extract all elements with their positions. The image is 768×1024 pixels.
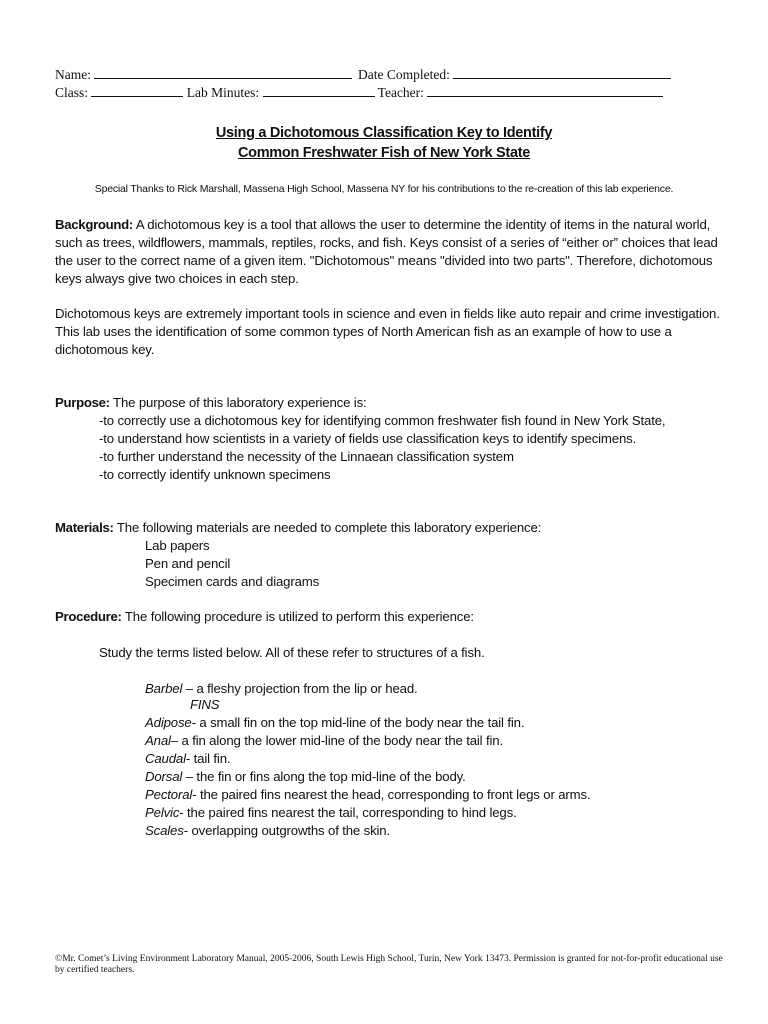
term-row [145, 787, 590, 802]
name-label: Name: [55, 67, 91, 82]
class-row [55, 84, 663, 101]
lab-minutes-blank [263, 84, 375, 97]
term-row [145, 805, 517, 820]
procedure-heading [55, 609, 474, 624]
procedure-label: Procedure: [55, 609, 122, 624]
term-definition: - tail fin. [185, 751, 231, 766]
term-definition: – a fin along the lower mid-line of the body near the tail fin. [170, 733, 503, 748]
term-row [145, 751, 230, 766]
purpose-item: -to correctly identify unknown specimens [99, 467, 331, 482]
term-name: Anal [145, 733, 171, 748]
term-name: Dorsal [145, 769, 183, 784]
procedure-study: Study the terms listed below. All of these refer to structures of a fish. [99, 645, 485, 660]
procedure-intro: The following procedure is utilized to perform this experience: [124, 609, 474, 624]
lab-minutes-label: Lab Minutes: [186, 85, 260, 100]
background-text: A dichotomous key is a tool that allows the user to determine the identity of items in the natural world, such as trees, wildflowers, mammals, reptiles, rocks, and fish. Keys consist of a series of “either or” choices that lead the user to the correct name of a given item. "Dichotomous" means "divided into two parts". Therefore, dichotomous keys always give two choices in each step. [55, 217, 718, 286]
materials-intro: The following materials are needed to complete this laboratory experience: [116, 520, 542, 535]
term-name: FINS [190, 697, 220, 712]
date-label: Date Completed: [358, 67, 450, 82]
title-line-1: Using a Dichotomous Classification Key to Identify [215, 125, 553, 141]
term-name: Barbel [145, 681, 183, 696]
title-line-2: Common Freshwater Fish of New York State [237, 145, 531, 161]
term-definition: – the fin or fins along the top mid-line of the body. [182, 769, 466, 784]
term-name: Caudal [145, 751, 186, 766]
materials-item: Specimen cards and diagrams [145, 574, 320, 589]
background-paragraph [55, 216, 720, 288]
purpose-intro: The purpose of this laboratory experience is: [113, 395, 367, 410]
date-blank [453, 66, 671, 79]
materials-heading [55, 520, 541, 535]
teacher-blank [427, 84, 663, 97]
materials-item: Lab papers [145, 538, 210, 553]
teacher-label: Teacher: [377, 85, 424, 100]
materials-label: Materials: [55, 520, 114, 535]
purpose-item: -to further understand the necessity of the Linnaean classification system [99, 449, 514, 464]
purpose-item: -to understand how scientists in a variety of fields use classification keys to identify specimens. [99, 431, 637, 446]
term-name: Adipose [145, 715, 192, 730]
term-name: Pelvic [145, 805, 180, 820]
term-row [145, 733, 503, 748]
class-blank [91, 84, 183, 97]
materials-item: Pen and pencil [145, 556, 231, 571]
term-definition: – a fleshy projection from the lip or head. [182, 681, 418, 696]
purpose-item: -to correctly use a dichotomous key for identifying common freshwater fish found in New York State, [99, 413, 666, 428]
purpose-label: Purpose: [55, 395, 110, 410]
term-row [145, 715, 524, 730]
copyright-footer: ©Mr. Comet’s Living Environment Laboratory Manual, 2005-2006, South Lewis High School, Turin, New York 13473. Permission is granted for not-for-profit educational use by certified teachers. [55, 954, 723, 975]
purpose-heading [55, 395, 367, 410]
background-paragraph-2: Dichotomous keys are extremely important tools in science and even in fields like auto repair and crime investigation. This lab uses the identification of some common types of North American fish as an example of how to use a dichotomous key. [55, 306, 720, 357]
term-definition: - a small fin on the top mid-line of the body near the tail fin. [191, 715, 525, 730]
term-definition: - overlapping outgrowths of the skin. [183, 823, 390, 838]
thanks-note: Special Thanks to Rick Marshall, Massena High School, Massena NY for his contributions to the re-creation of this lab experience. [94, 183, 674, 195]
term-definition: - the paired fins nearest the head, corresponding to front legs or arms. [192, 787, 591, 802]
term-row [145, 769, 466, 784]
name-blank [94, 66, 352, 79]
term-row [145, 823, 390, 838]
class-label: Class: [55, 85, 89, 100]
name-row [55, 66, 352, 83]
background-label: Background: [55, 217, 134, 232]
term-name: Pectoral [145, 787, 193, 802]
date-row [358, 66, 671, 83]
term-row [145, 681, 418, 696]
term-name: Scales [145, 823, 184, 838]
term-definition: - the paired fins nearest the tail, corresponding to hind legs. [179, 805, 517, 820]
fins-subheading [190, 697, 219, 712]
